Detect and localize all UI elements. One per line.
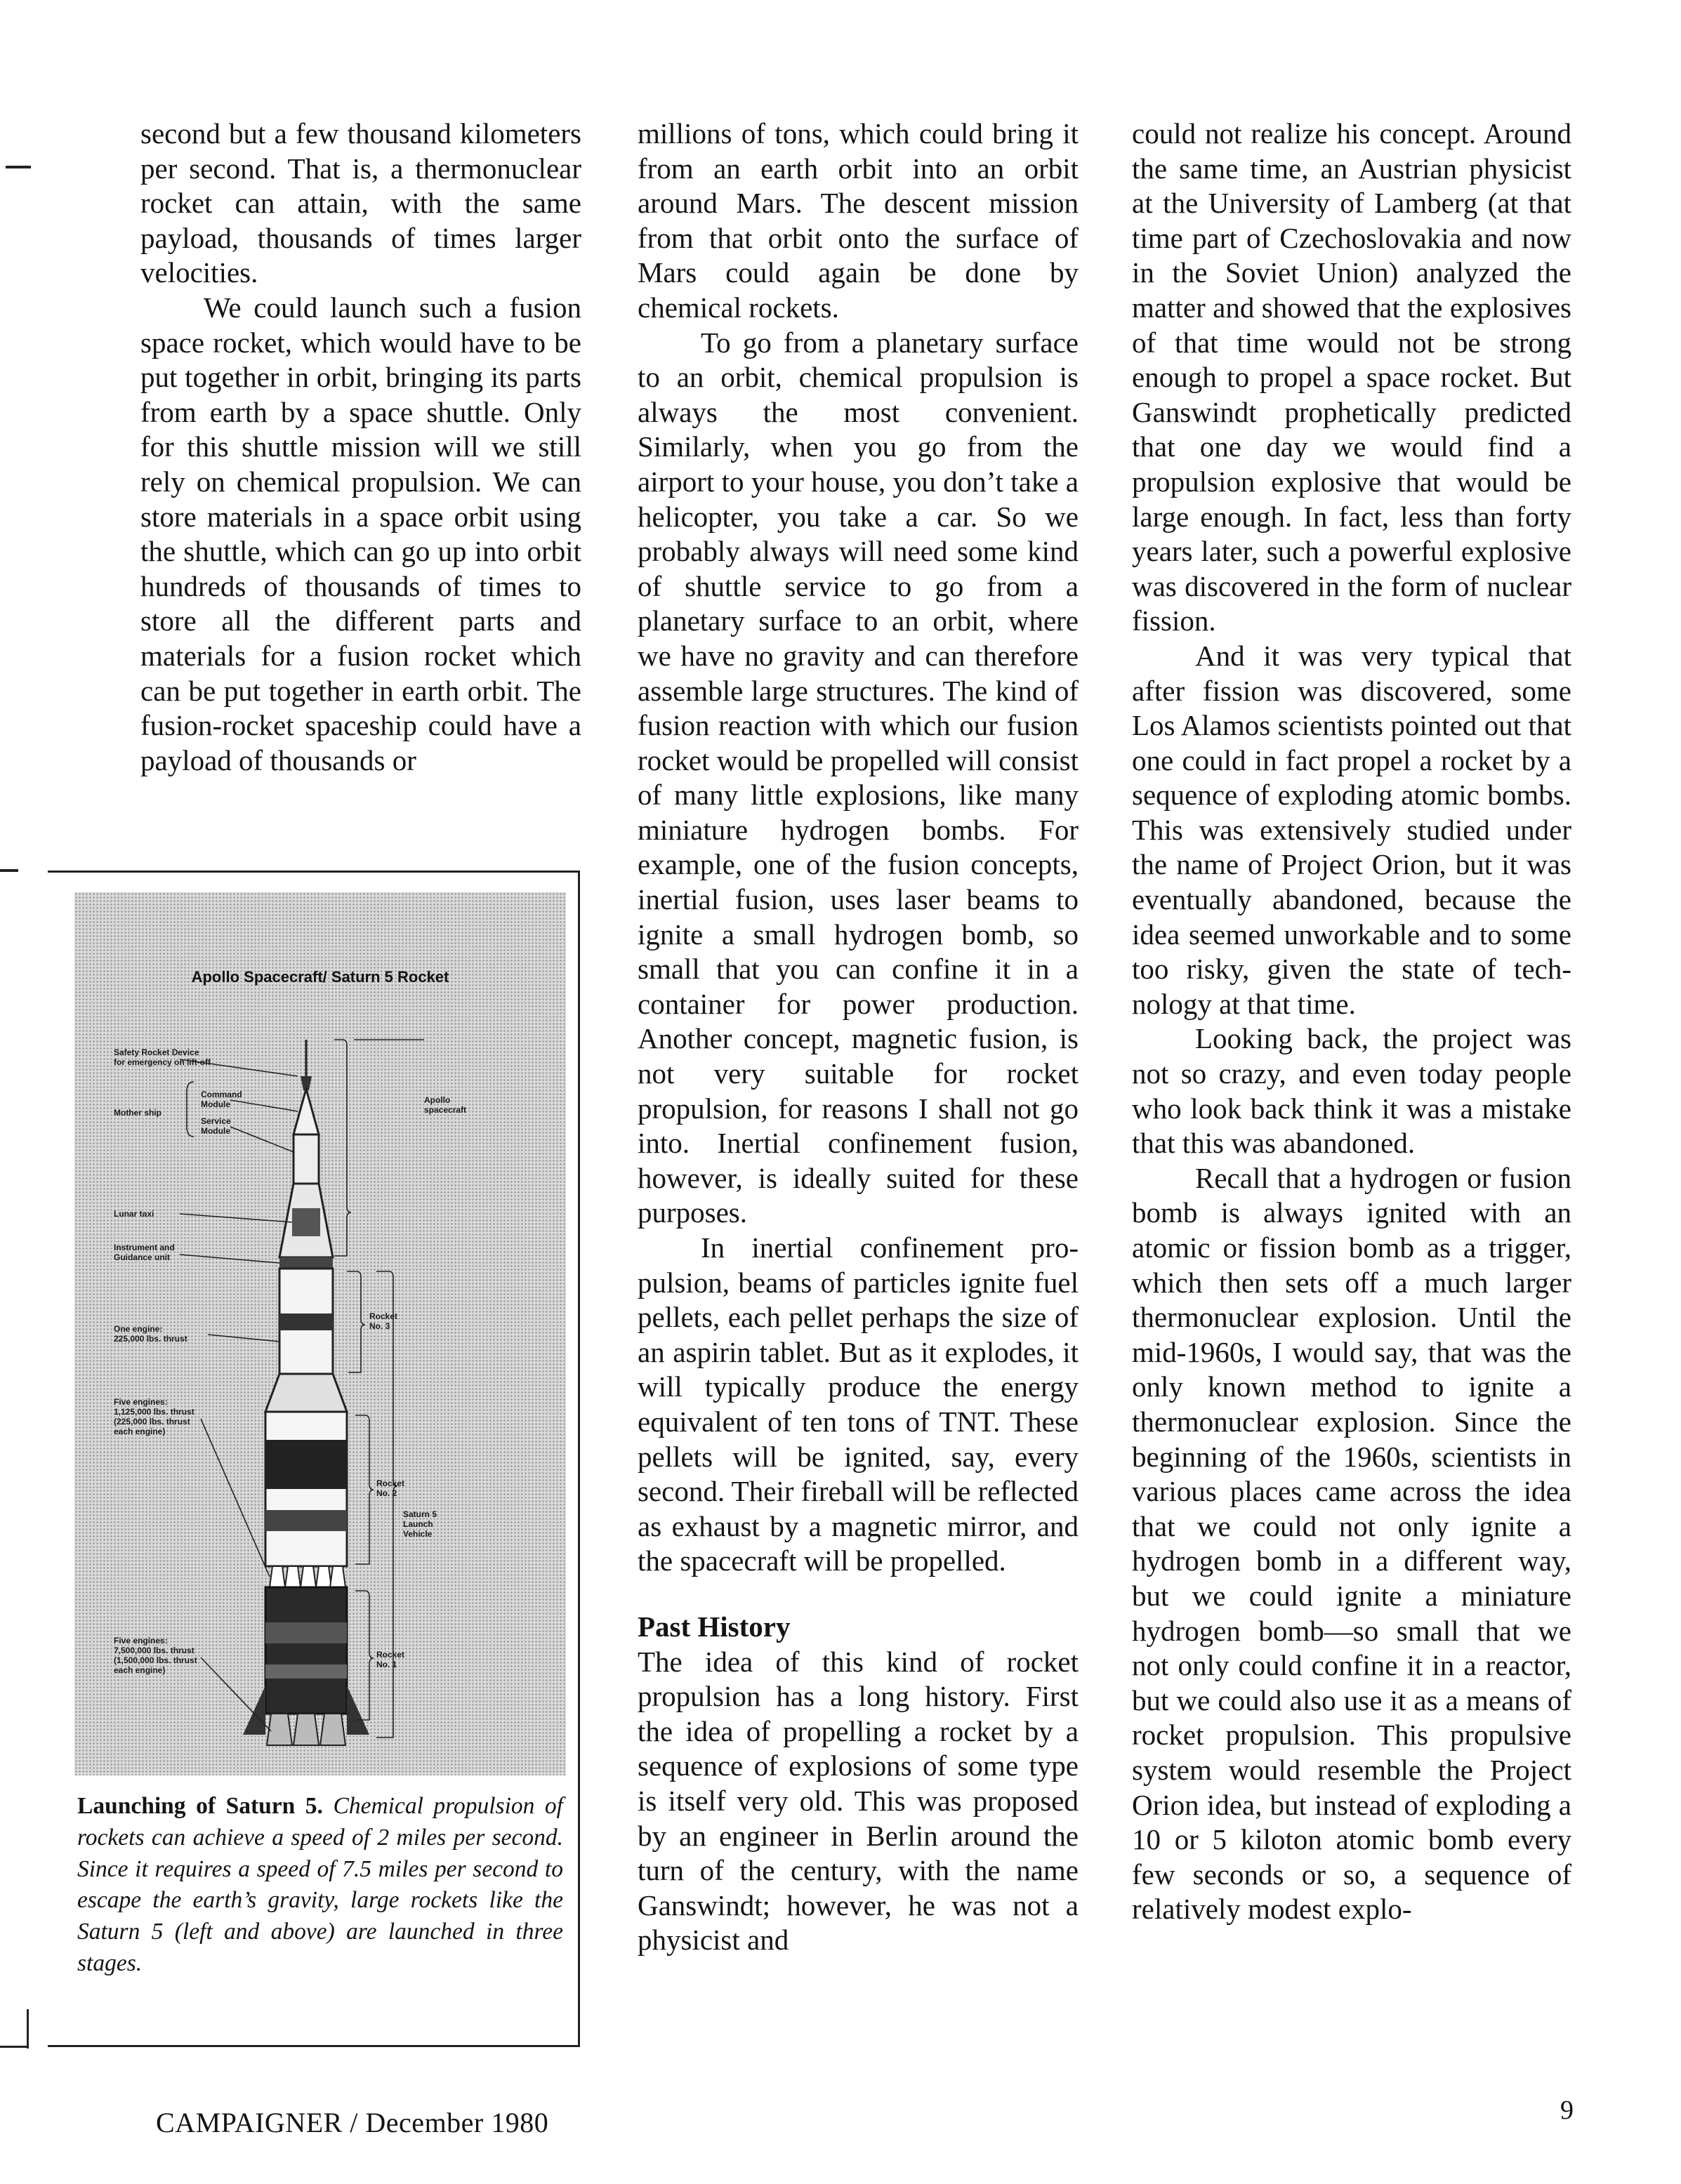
label-five-engines-stage2-each: (225,000 lbs. thrust: [114, 1417, 190, 1427]
label-instrument-unit: Instrument and: [114, 1243, 175, 1252]
text-column-3: [1132, 117, 1571, 1927]
paragraph: The idea of this kind of rocket propulsion has a long history. First the idea of propelling a rocket by a sequence of explosions of some type is itself very old. This was proposed by an engineer in Berlin around the turn of the century, with the name Ganswindt; however, he was not a physicist and: [638, 1645, 1079, 1957]
label-safety-rocket-sub: for emergency on lift-off: [114, 1057, 211, 1067]
saturn-rocket-diagram: [74, 892, 566, 1775]
margin-mark: [0, 869, 18, 872]
footer-publication: CAMPAIGNER / December 1980: [156, 2107, 549, 2138]
label-five-engines-stage1-thrust: 7,500,000 lbs. thrust: [114, 1646, 195, 1655]
figure-caption: [77, 1791, 563, 1980]
caption-title: Launching of Saturn 5.: [77, 1793, 323, 1819]
label-rocket-3-sub: No. 3: [369, 1321, 390, 1331]
label-five-engines-stage1-each-sub: each engine): [114, 1665, 166, 1675]
label-service-module-sub: Module: [201, 1126, 230, 1136]
label-rocket-1: Rocket: [376, 1650, 405, 1660]
page-number: 9: [1560, 2096, 1574, 2125]
text-column-2: [638, 117, 1079, 1958]
label-instrument-unit-sub: Guidance unit: [114, 1252, 171, 1262]
label-rocket-3: Rocket: [369, 1311, 398, 1321]
label-one-engine: One engine:: [114, 1324, 163, 1334]
paragraph: Looking back, the project was not so crazy, and even today people who look back think it was a mistake that this was abandoned.: [1132, 1022, 1571, 1160]
paragraph: Recall that a hydrogen or fusion bomb is always ignited with an atomic or fission bomb as a trigger, which then sets off a much larger thermonuclear explosion. Until the mid-1960s, I would say, that was the only known method to ignite a thermonuclear explosion. Since the beginning of the 1960s, scientists in various places came across the idea that we could not only ignite a hydrogen bomb in a different way, but we could ignite a miniature hydrogen bomb—so small that we not only could confine it in a reactor, but we could also use it as a means of rocket propulsion. This propulsive system would resemble the Project Orion idea, but instead of exploding a 10 or 5 kiloton atomic bomb every few seconds or so, a sequence of relatively modest explo-: [1132, 1161, 1571, 1926]
label-apollo: Apollo: [424, 1095, 451, 1105]
rocket-illustration: [243, 1040, 369, 1745]
label-service-module: Service: [201, 1116, 231, 1126]
diagram-title: Apollo Spacecraft/ Saturn 5 Rocket: [191, 968, 449, 986]
label-apollo-sub: spacecraft: [424, 1105, 467, 1115]
label-command-module: Command: [201, 1090, 242, 1099]
paragraph: And it was very typical that after fission was discovered, some Los Alamos scientists pointed out that one could in fact propel a rocket by a sequence of exploding atomic bombs. This was extensively studied under the name of Project Orion, but it was eventually abandoned, because the idea seemed unworkable and to some too risky, given the state of technology at that time.: [1132, 639, 1571, 1020]
paragraph: millions of tons, which could bring it from an earth orbit into an orbit around Mars. The descent mission from that orbit onto the surface of Mars could again be done by chemical rockets.: [638, 117, 1079, 324]
label-five-engines-stage2-thrust: 1,125,000 lbs. thrust: [114, 1407, 195, 1417]
label-saturn-5-vehicle: Vehicle: [403, 1529, 433, 1539]
label-five-engines-stage2-each-sub: each engine): [114, 1427, 166, 1436]
label-mother-ship: Mother ship: [114, 1108, 161, 1118]
margin-mark: [6, 166, 31, 168]
label-safety-rocket: Safety Rocket Device: [114, 1047, 199, 1057]
rocket-diagram-svg: [74, 892, 566, 1775]
section-heading: Past History: [638, 1610, 791, 1643]
label-command-module-sub: Module: [201, 1099, 230, 1109]
label-saturn-5-launch: Launch: [403, 1519, 433, 1529]
caption-body: Chemical propulsion of rockets can achieve a speed of 2 miles per second. Since it requires a speed of 7.5 miles per second to escape the earth’s gravity, large rockets like the Saturn 5 (left and above) are launched in three stages.: [77, 1793, 563, 1976]
label-five-engines-stage2: Five engines:: [114, 1397, 168, 1407]
paragraph: In inertial confinement propulsion, beams of particles ignite fuel pellets, each pellet perhaps the size of an aspirin tablet. But as it explodes, it will typically produce the energy equivalent of ten tons of TNT. These pellets will be ignited, say, every second. Their fireball will be reflected as exhaust by a magnetic mirror, and the spacecraft will be propelled.: [638, 1231, 1079, 1577]
margin-mark: [0, 2046, 28, 2048]
label-five-engines-stage1-each: (1,500,000 lbs. thrust: [114, 1655, 197, 1665]
text-column-1: [140, 117, 581, 778]
label-rocket-2-sub: No. 2: [376, 1488, 397, 1498]
label-rocket-1-sub: No. 1: [376, 1660, 397, 1669]
label-five-engines-stage1: Five engines:: [114, 1636, 168, 1646]
margin-mark: [27, 2009, 29, 2049]
label-saturn-5: Saturn 5: [403, 1509, 437, 1519]
figure-box: [48, 871, 580, 2047]
label-rocket-2: Rocket: [376, 1478, 405, 1488]
paragraph: could not realize his concept. Around the same time, an Austrian physicist at the University of Lamberg (at that time part of Czechoslovakia and now in the Soviet Union) analyzed the matter and showed that the explosives of that time would not be strong enough to propel a space rocket. But Ganswindt prophetically predicted that one day we would find a propulsion explosive that would be large enough. In fact, less than forty years later, such a powerful explosive was discovered in the form of nuclear fission.: [1132, 117, 1571, 637]
paragraph: second but a few thousand kilometers per second. That is, a thermonuclear rocket can attain, with the same payload, thousands of times larger velocities.: [140, 117, 581, 289]
label-one-engine-thrust: 225,000 lbs. thrust: [114, 1334, 187, 1344]
label-lunar-taxi: Lunar taxi: [114, 1209, 154, 1219]
paragraph: We could launch such a fusion space rocket, which would have to be put together in orbit, bringing its parts from earth by a space shuttle. Only for this shuttle mission will we still rely on chemical propulsion. We can store materials in a space orbit using the shuttle, which can go up into orbit hundreds of thousands of times to store all the different parts and materials for a fusion rocket which can be put together in earth orbit. The fusion-rocket spaceship could have a payload of thousands or: [140, 291, 581, 776]
paragraph: To go from a planetary surface to an orbit, chemical propulsion is always the most convenient. Similarly, when you go from the airport to your house, you don’t take a helicopter, you take a car. So we probably always will need some kind of shuttle service to go from a planetary surface to an orbit, where we have no gravity and can therefore assemble large structures. The kind of fusion reaction with which our fusion rocket would be propelled will consist of many little explosions, like many miniature hydrogen bombs. For example, one of the fusion concepts, inertial fusion, uses laser beams to ignite a small hydrogen bomb, so small that you can confine it in a container for power production. Another concept, magnetic fusion, is not very suitable for rocket propulsion, for reasons I shall not go into. Inertial confinement fusion, however, is ideally suited for these purposes.: [638, 326, 1079, 1229]
